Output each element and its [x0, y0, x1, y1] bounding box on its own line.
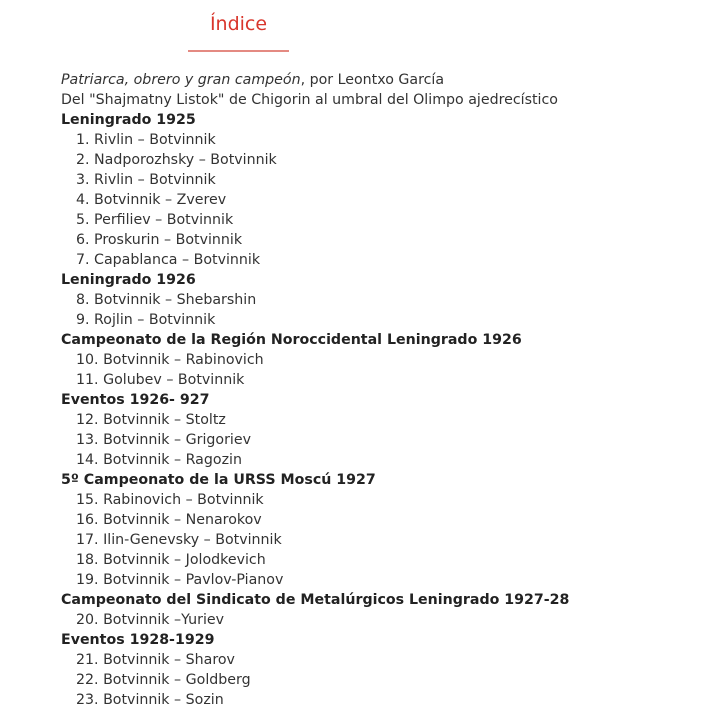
game-entry[interactable]: 20. Botvinnik –Yuriev [76, 612, 225, 628]
index-title: Índice [209, 13, 268, 35]
game-entry[interactable]: 4. Botvinnik – Zverev [76, 192, 227, 208]
section-heading[interactable]: Eventos 1926- 927 [61, 392, 210, 408]
game-entry[interactable]: 14. Botvinnik – Ragozin [76, 452, 242, 468]
game-entry[interactable]: 12. Botvinnik – Stoltz [76, 412, 226, 428]
game-entry[interactable]: 21. Botvinnik – Sharov [76, 652, 235, 668]
index-list [61, 70, 711, 710]
game-entry[interactable]: 7. Capablanca – Botvinnik [76, 252, 261, 268]
intro-entry[interactable] [61, 90, 711, 110]
game-entry[interactable]: 5. Perfiliev – Botvinnik [76, 212, 234, 228]
game-entry[interactable]: 16. Botvinnik – Nenarokov [76, 512, 262, 528]
section-heading[interactable]: Leningrado 1926 [61, 272, 196, 288]
section-heading[interactable]: Campeonato de la Región Noroccidental Leningrado 1926 [61, 332, 522, 348]
game-entry[interactable]: 8. Botvinnik – Shebarshin [76, 292, 257, 308]
intro-entry-text: Del "Shajmatny Listok" de Chigorin al umbral del Olimpo ajedrecístico [61, 92, 558, 108]
game-entry[interactable]: 3. Rivlin – Botvinnik [76, 172, 216, 188]
game-entry[interactable]: 18. Botvinnik – Jolodkevich [76, 552, 266, 568]
game-entry[interactable]: 23. Botvinnik – Sozin [76, 692, 224, 708]
game-entry[interactable]: 1. Rivlin – Botvinnik [76, 132, 216, 148]
index-title-wrap [188, 10, 289, 38]
intro-entry-title: Patriarca, obrero y gran campeón [61, 72, 301, 88]
section-heading[interactable]: 5º Campeonato de la URSS Moscú 1927 [61, 472, 376, 488]
game-entry[interactable]: 10. Botvinnik – Rabinovich [76, 352, 264, 368]
game-entry[interactable]: 9. Rojlin – Botvinnik [76, 312, 216, 328]
game-entry[interactable]: 19. Botvinnik – Pavlov-Pianov [76, 572, 284, 588]
section-heading[interactable]: Campeonato del Sindicato de Metalúrgicos Leningrado 1927-28 [61, 592, 570, 608]
game-entry[interactable]: 22. Botvinnik – Goldberg [76, 672, 251, 688]
game-entry[interactable]: 13. Botvinnik – Grigoriev [76, 432, 251, 448]
game-entry[interactable]: 6. Proskurin – Botvinnik [76, 232, 243, 248]
game-entry[interactable]: 11. Golubev – Botvinnik [76, 372, 245, 388]
game-entry[interactable]: 2. Nadporozhsky – Botvinnik [76, 152, 277, 168]
intro-entry[interactable] [61, 70, 711, 90]
game-entry[interactable]: 17. Ilin-Genevsky – Botvinnik [76, 532, 282, 548]
section-heading[interactable]: Leningrado 1925 [61, 112, 196, 128]
title-underline [188, 50, 289, 52]
section-heading[interactable]: Eventos 1928-1929 [61, 632, 215, 648]
intro-entry-text: , por Leontxo García [300, 72, 445, 88]
game-entry[interactable]: 15. Rabinovich – Botvinnik [76, 492, 264, 508]
